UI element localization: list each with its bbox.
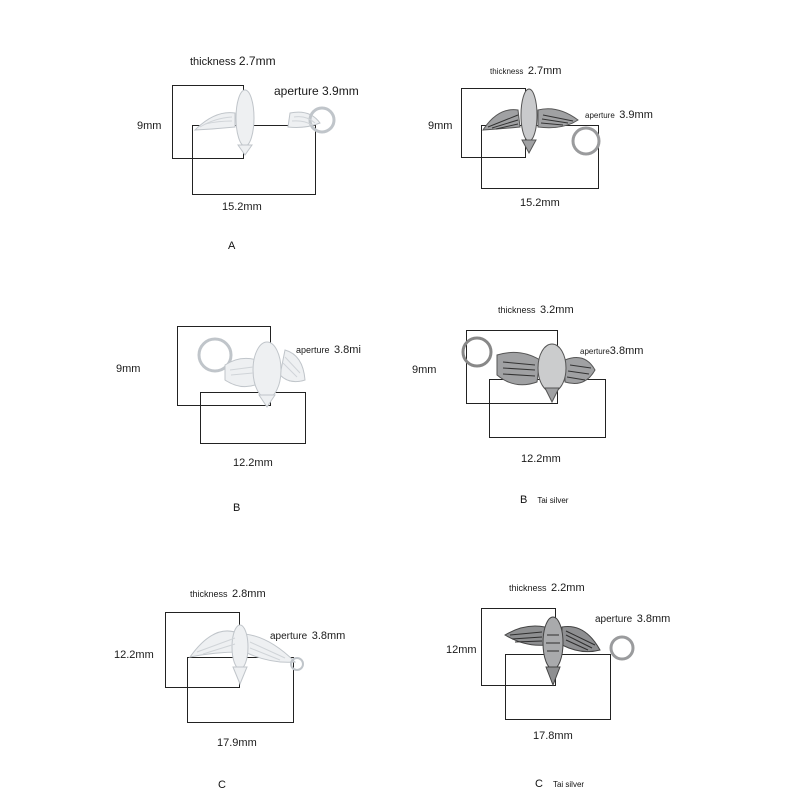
bird-charm-image: [185, 325, 315, 410]
variant-caption: A: [228, 240, 236, 252]
width-dimension-label: 12.2mm: [233, 457, 273, 469]
aperture-label: aperture3.8mm: [580, 345, 644, 357]
variant-caption: B: [233, 502, 241, 514]
aperture-label: aperture 3.9mm: [585, 109, 653, 121]
height-dimension-label: 9mm: [116, 363, 141, 375]
bird-charm-image: [455, 330, 605, 410]
thickness-label: thickness 3.2mm: [498, 304, 574, 316]
aperture-label: aperture 3.8mi: [296, 344, 361, 356]
variant-caption: C Tai silver: [535, 778, 585, 790]
aperture-label: aperture 3.9mm: [274, 84, 359, 98]
width-dimension-label: 17.8mm: [533, 730, 573, 742]
height-dimension-label: 12.2mm: [114, 649, 154, 661]
width-dimension-label: 17.9mm: [217, 737, 257, 749]
thickness-label: thickness 2.2mm: [509, 582, 585, 594]
bird-charm-image: [500, 605, 640, 690]
bird-charm-image: [478, 85, 618, 165]
bird-charm-image: [185, 612, 310, 692]
height-dimension-label: 9mm: [137, 120, 162, 132]
thickness-label: thickness 2.8mm: [190, 588, 266, 600]
thickness-label: thickness 2.7mm: [190, 54, 276, 68]
thickness-label: thickness 2.7mm: [490, 65, 562, 77]
aperture-label: aperture 3.8mm: [270, 630, 346, 642]
width-dimension-label: 15.2mm: [520, 197, 560, 209]
variant-caption: B Tai silver: [520, 494, 569, 506]
aperture-label: aperture 3.8mm: [595, 613, 671, 625]
width-dimension-label: 15.2mm: [222, 201, 262, 213]
bird-charm-image: [190, 85, 350, 165]
height-dimension-label: 12mm: [446, 644, 477, 656]
height-dimension-label: 9mm: [428, 120, 453, 132]
width-dimension-label: 12.2mm: [521, 453, 561, 465]
variant-caption: C: [218, 779, 226, 791]
height-dimension-label: 9mm: [412, 364, 437, 376]
